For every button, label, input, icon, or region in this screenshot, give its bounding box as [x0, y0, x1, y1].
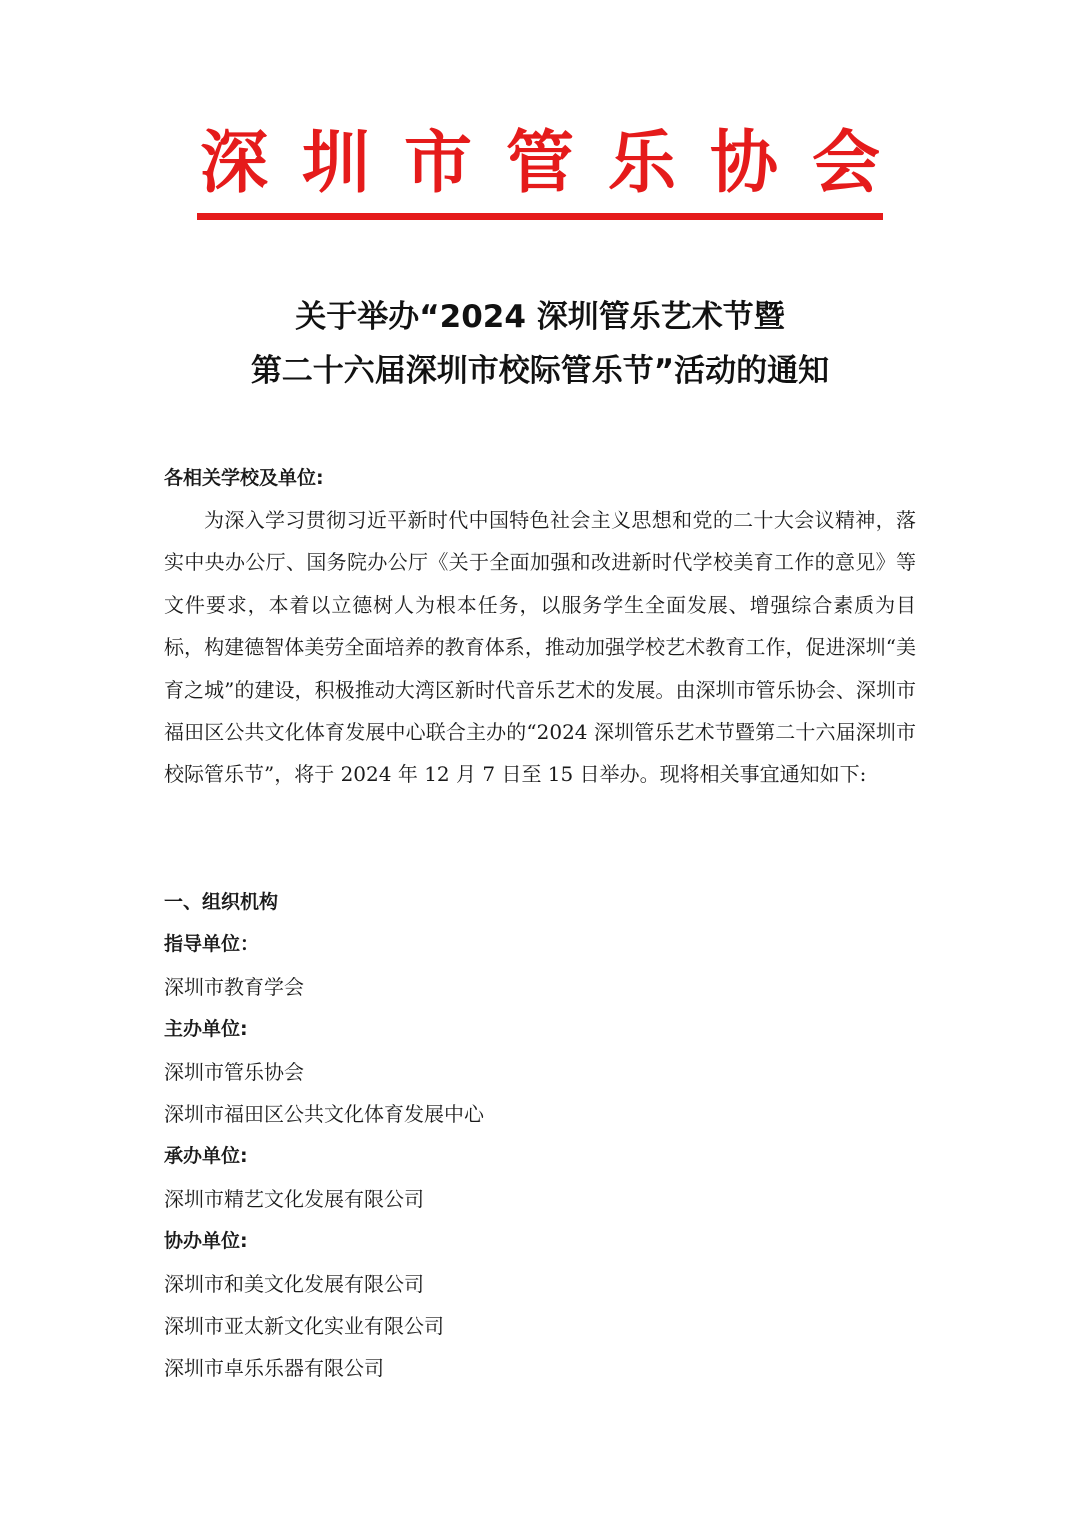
- host-unit-item: 深圳市管乐协会: [164, 1059, 304, 1084]
- document-title-line-1: 关于举办“2024 深圳管乐艺术节暨: [295, 299, 785, 335]
- co-unit-item: 深圳市亚太新文化实业有限公司: [164, 1313, 444, 1338]
- co-units-label: 协办单位:: [164, 1230, 248, 1253]
- host-units-label: 主办单位:: [164, 1018, 248, 1041]
- document-title-line-2: 第二十六届深圳市校际管乐节”活动的通知: [250, 353, 830, 389]
- co-unit-item: 深圳市和美文化发展有限公司: [164, 1271, 424, 1296]
- section-heading: 一、组织机构: [164, 891, 279, 913]
- salutation: 各相关学校及单位:: [164, 467, 324, 489]
- organizer-units-label: 承办单位:: [164, 1145, 248, 1168]
- organizer-unit-item: 深圳市精艺文化发展有限公司: [164, 1186, 424, 1211]
- host-unit-item: 深圳市福田区公共文化体育发展中心: [164, 1101, 484, 1126]
- letterhead-org-name: 深圳市管乐协会: [199, 123, 914, 203]
- guide-unit-item: 深圳市教育学会: [164, 974, 304, 999]
- organization-section: [164, 881, 916, 1390]
- intro-paragraph: 为深入学习贯彻习近平新时代中国特色社会主义思想和党的二十大会议精神，落实中央办公厅、国务院办公厅《关于全面加强和改进新时代学校美育工作的意见》等文件要求，本着以立德树人为根本任务，以服务学生全面发展、增强综合素质为目标，构建德智体美劳全面培养的教育体系，推动加强学校艺术教育工作，促进深圳“美育之城”的建设，积极推动大湾区新时代音乐艺术的发展。由深圳市管乐协会、深圳市福田区公共文化体育发展中心联合主办的“2024 深圳管乐艺术节暨第二十六届深圳市校际管乐节”，将于 2024 年 12 月 7 日至 15 日举办。现将相关事宜通知如下:: [164, 508, 916, 787]
- guide-units-label: 指导单位：: [164, 933, 260, 956]
- co-unit-item: 深圳市卓乐乐器有限公司: [164, 1356, 384, 1381]
- letterhead-red-rule: [197, 213, 883, 220]
